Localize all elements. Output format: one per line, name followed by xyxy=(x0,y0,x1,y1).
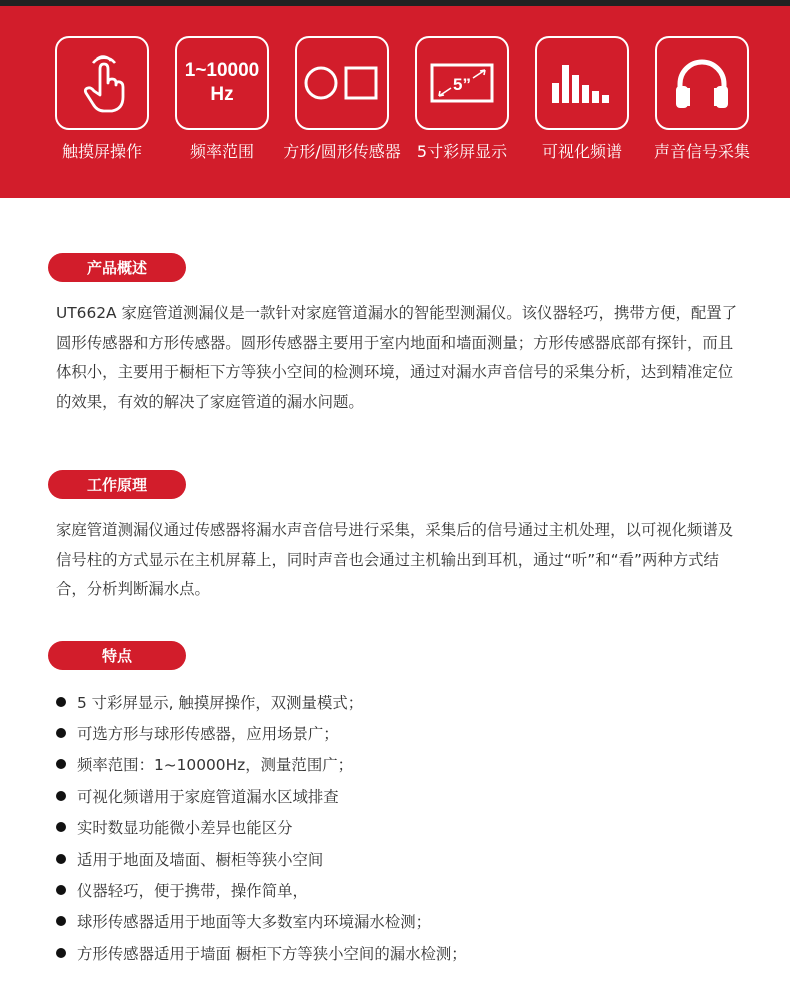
principle-text: 家庭管道测漏仪通过传感器将漏水声音信号进行采集，采集后的信号通过主机处理，以可视化频谱及信号柱的方式显示在主机屏幕上，同时声音也会通过主机输出到耳机，通过“听”和“看”两种方式结合，分析判断漏水点。 xyxy=(56,521,734,598)
feature-touch-box xyxy=(55,36,149,130)
frequency-range-icon xyxy=(175,36,269,130)
feature-touch xyxy=(42,36,162,162)
feature-screen-label: 5寸彩屏显示 xyxy=(416,142,508,161)
screen-5-inch-icon xyxy=(427,59,497,107)
feature-headphones-label: 声音信号采集 xyxy=(653,142,750,161)
list-item: 频率范围：1~10000Hz，测量范围广； xyxy=(56,749,746,780)
feature-banner xyxy=(0,6,790,198)
features-list xyxy=(56,686,746,969)
feature-screen xyxy=(402,36,522,162)
bullet-dot xyxy=(56,885,66,895)
feature-headphones-box xyxy=(655,36,749,130)
feature-screen-box xyxy=(415,36,509,130)
bullet-dot xyxy=(56,948,66,958)
overview-text: UT662A 家庭管道测漏仪是一款针对家庭管道漏水的智能型测漏仪。该仪器轻巧，携带方便，配置了圆形传感器和方形传感器。圆形传感器主要用于室内地面和墙面测量；方形传感器底部有探针，而且体积小，主要用于橱柜下方等狭小空间的检测环境，通过对漏水声音信号的采集分析，达到精准定位的效果，有效的解决了家庭管道的漏水问题。 xyxy=(56,304,738,411)
feature-spectrum xyxy=(522,36,642,162)
bullet-dot xyxy=(56,697,66,707)
features-heading: 特点 xyxy=(48,641,186,670)
spectrum-bars-icon xyxy=(550,61,614,105)
circle-square-sensor-icon xyxy=(302,63,382,103)
list-item: 适用于地面及墙面、橱柜等狭小空间 xyxy=(56,843,746,874)
bullet-dot xyxy=(56,916,66,926)
bullet-dot xyxy=(56,728,66,738)
overview-heading: 产品概述 xyxy=(48,253,186,282)
bullet-dot xyxy=(56,854,66,864)
bullet-dot xyxy=(56,822,66,832)
list-item: 方形传感器适用于墙面 橱柜下方等狭小空间的漏水检测； xyxy=(56,937,746,968)
frequency-range-value: 1~10000 xyxy=(184,60,260,81)
headphones-icon xyxy=(672,56,732,110)
list-item: 5 寸彩屏显示, 触摸屏操作，双测量模式； xyxy=(56,686,746,717)
list-item: 可选方形与球形传感器，应用场景广； xyxy=(56,717,746,748)
touch-hand-icon xyxy=(72,51,132,115)
frequency-range-unit: Hz xyxy=(210,84,234,105)
list-item: 球形传感器适用于地面等大多数室内环境漏水检测； xyxy=(56,906,746,937)
feature-touch-label: 触摸屏操作 xyxy=(61,142,142,161)
list-item: 实时数显功能微小差异也能区分 xyxy=(56,812,746,843)
feature-frequency xyxy=(162,36,282,162)
feature-sensor-label: 方形/圆形传感器 xyxy=(283,142,401,161)
list-item: 可视化频谱用于家庭管道漏水区域排查 xyxy=(56,780,746,811)
principle-heading: 工作原理 xyxy=(48,470,186,499)
list-item: 仪器轻巧，便于携带，操作简单， xyxy=(56,874,746,905)
feature-sensor xyxy=(282,36,402,162)
screen-size-text: 5” xyxy=(453,75,471,94)
feature-sensor-box xyxy=(295,36,389,130)
feature-frequency-label: 频率范围 xyxy=(189,142,254,161)
bullet-dot xyxy=(56,791,66,801)
feature-spectrum-box xyxy=(535,36,629,130)
feature-headphones xyxy=(642,36,762,162)
bullet-dot xyxy=(56,759,66,769)
feature-spectrum-label: 可视化频谱 xyxy=(541,142,622,161)
